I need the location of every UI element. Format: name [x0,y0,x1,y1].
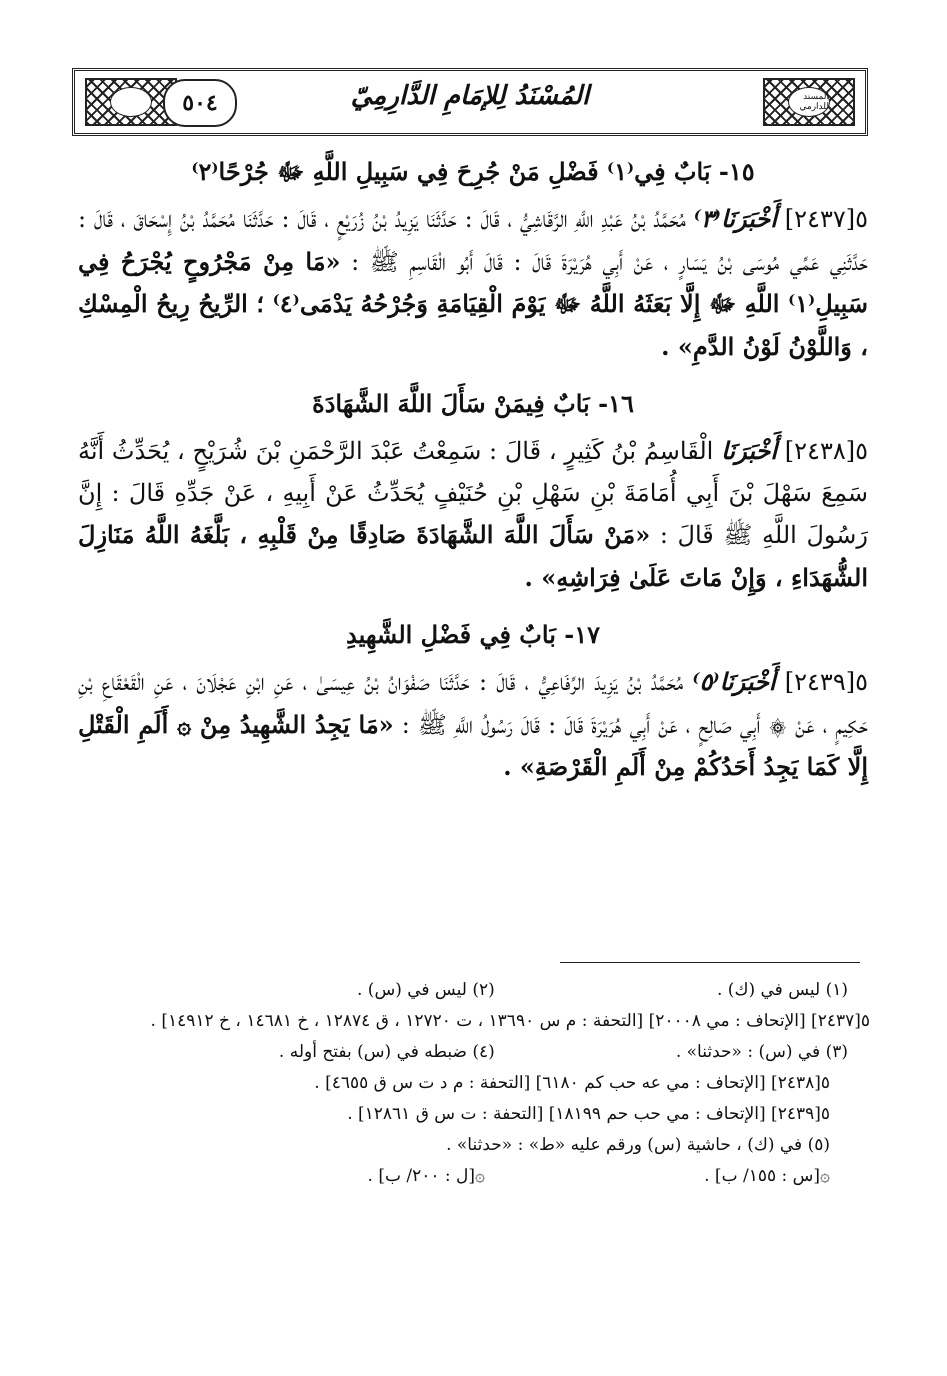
hadith-keyword: أَخْبَرَنَا⁽٣⁾ [693,204,777,233]
hadith-matn: «مَا مِنْ مَجْرُوحٍ يُجْرَحُ فِي سَبِيلِ⁽١⁾ اللَّهِ ﷻ إِلَّا بَعَثَهُ اللَّهُ ﷻ يَوْمَ الْقِيَامَةِ وَجُرْحُهُ يَدْمَى⁽٤⁾ ؛ الرِّيحُ رِيحُ الْمِسْكِ ، وَاللَّوْنُ لَوْنُ الدَّمِ» . [78,246,868,361]
footnote-divider [560,962,860,963]
right-ornament [763,78,855,126]
hadith-chain: مُحَمَّدُ بْنُ عَبْدِ اللَّهِ الرَّقَاشِيُّ ، قَالَ : حَدَّثَنَا يَزِيدُ بْنُ زُرَيْعٍ ، قَالَ : حَدَّثَنَا مُحَمَّدُ بْنُ إِسْحَاقَ ، قَالَ : حَدَّثَنِي عَمِّي مُوسَى بْنُ يَسَارٍ ، عَنْ أَبِي هُرَيْرَةَ قَالَ : قَالَ أَبُو الْقَاسِمِ ﷺ : [78,205,868,276]
hadith-2438 [78,430,868,599]
footnote-1: (١) ليس في (ك) . [717,980,848,1000]
footnote-row [80,1037,870,1068]
manuscript-marker-2: ۞[ل : ٢٠٠/ ب] . [367,1166,485,1186]
hadith-keyword: أَخْبَرَنَا [721,436,778,465]
hadith-chain: مُحَمَّدُ بْنُ يَزِيدَ الرِّفَاعِيُّ ، قَالَ : حَدَّثَنَا صَفْوَانُ بْنُ عِيسَىٰ ، عَنِ ابْنِ عَجْلَانَ ، عَنِ الْقَعْقَاعِ بْنِ حَكِيمٍ ، عَنْ ۞ أَبِي صَالِحٍ ، عَنْ أَبِي هُرَيْرَةَ قَالَ : قَالَ رَسُولُ اللَّهِ ﷺ : [78,668,869,739]
hadith-number: ٥[٢٤٣٨] [784,437,868,465]
chapter-title-15: ١٥- بَابٌ فِي⁽١⁾ فَضْلِ مَنْ جُرِحَ فِي سَبِيلِ اللَّهِ ﷻ جُرْحًا⁽٢⁾ [191,157,755,186]
takhrij-2438: ٥[٢٤٣٨] [الإتحاف : مي عه حب كم ٦١٨٠] [التحفة : م د ت س ق ٤٦٥٥] . [314,1073,830,1093]
ornament-label: المسند للدارمي [788,87,830,117]
footnote-5: (٥) في (ك) ، حاشية (س) ورقم عليه «ط» : «حدثنا» . [446,1135,830,1155]
hadith-2439 [78,661,868,789]
footnote-2: (٢) ليس في (س) . [357,980,495,1000]
footnote-3: (٣) في (س) : «حدثنا» . [675,1042,848,1062]
chapter-title-17: ١٧- بَابٌ فِي فَضْلِ الشَّهِيدِ [346,620,600,649]
hadith-2437 [78,198,868,368]
hadith-number: ٥[٢٤٣٧] [784,205,868,233]
page-number: ٥٠٤ [163,79,237,127]
chapter-title-16: ١٦- بَابٌ فِيمَنْ سَأَلَ اللَّهَ الشَّهَادَةَ [312,389,634,418]
footnote-row [80,1161,870,1192]
takhrij-2439: ٥[٢٤٣٩] [الإتحاف : مي حب حم ١٨١٩٩] [التحفة : ت س ق ١٢٨٦١] . [347,1104,830,1124]
footnote-row [80,975,870,1006]
page-header [72,68,868,136]
hadith-number: ٥[٢٤٣٩] [784,668,868,696]
manuscript-marker-1: ۞[س : ١٥٥/ ب] . [704,1166,830,1186]
hadith-keyword: أَخْبَرَنَا⁽٥⁾ [692,667,776,696]
main-text [78,150,868,789]
hadith-matn: «مَا يَجِدُ الشَّهِيدُ مِنْ ۞ أَلَمِ الْقَتْلِ إِلَّا كَمَا يَجِدُ أَحَدُكُمْ مِنْ أَلَمِ الْقَرْصَةِ» . [78,709,868,781]
footnote-4: (٤) ضبطه في (س) بفتح أوله . [278,1042,495,1062]
running-title: المُسْنَدُ لِلإمَامِ الدَّارِمِيّ [350,81,590,111]
footnotes [80,975,870,1192]
hadith-chain: الْقَاسِمُ بْنُ كَثِيرٍ ، قَالَ : سَمِعْتُ عَبْدَ الرَّحْمَنِ بْنَ شُرَيْحٍ ، يُحَدِّثُ أَنَّهُ سَمِعَ سَهْلَ بْنَ أَبِي أُمَامَةَ بْنِ سَهْلِ بْنِ حُنَيْفٍ يُحَدِّثُ عَنْ أَبِيهِ ، عَنْ جَدِّهِ قَالَ : إِنَّ رَسُولَ اللَّهِ ﷺ قَالَ : [78,437,869,549]
hadith-matn: «مَنْ سَأَلَ اللَّهَ الشَّهَادَةَ صَادِقًا مِنْ قَلْبِهِ ، بَلَّغَهُ اللَّهُ مَنَازِلَ الشُّهَدَاءِ ، وَإِنْ مَاتَ عَلَىٰ فِرَاشِهِ» . [78,520,868,592]
takhrij-2437: ٥[٢٤٣٧] [الإتحاف : مي ٢٠٠٠٨] [التحفة : م س ١٣٦٩٠ ، ت ١٢٧٢٠ ، ق ١٢٨٧٤ ، خ ١٤٦٨١ ، خ ١٤٩١٢] . [150,1011,870,1031]
